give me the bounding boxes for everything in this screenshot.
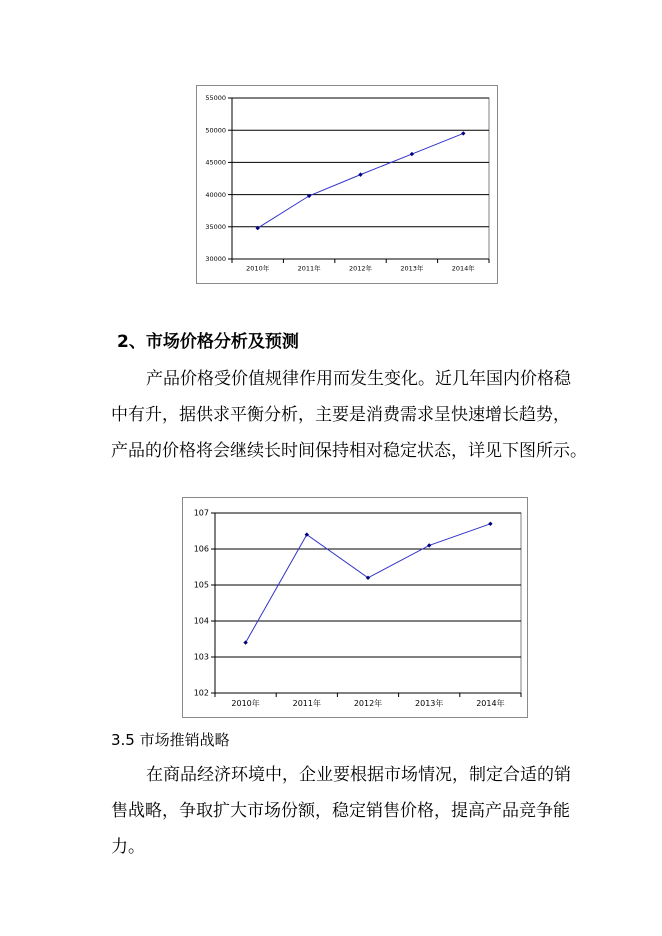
chart-2-series-line: [246, 524, 491, 643]
chart-2-data-point: [243, 640, 247, 644]
chart-2-frame: [182, 497, 528, 718]
chart-1-y-tick-label: 50000: [205, 126, 226, 135]
chart-1-x-tick-label: 2012年: [348, 264, 373, 273]
chart-2-y-tick-label: 107: [193, 508, 209, 518]
chart-1-x-tick-label: 2013年: [400, 264, 424, 273]
chart-2-x-tick-label: 2012年: [353, 699, 383, 708]
chart-2-x-tick-label: 2013年: [415, 699, 444, 708]
chart-1-data-point: [410, 152, 414, 156]
section-2-line-3: 产品的价格将会继续长时间保持相对稳定状态，详见下图所示。: [111, 441, 587, 461]
chart-2-y-tick-label: 103: [193, 652, 209, 662]
section-3-5-line-2: 售战略，争取扩大市场份额，稳定销售价格，提高产品竞争能: [111, 801, 570, 821]
chart-1-x-tick-label: 2014年: [451, 264, 475, 273]
chart-1-x-tick-label: 2010年: [246, 264, 270, 273]
chart-2-y-tick-label: 102: [193, 688, 209, 698]
section-2-heading: 2、市场价格分析及预测: [117, 332, 299, 352]
chart-1-x-tick-label: 2011年: [297, 264, 321, 273]
chart-2-data-point: [488, 522, 492, 526]
section-3-5-heading: 3.5 市场推销战略: [111, 731, 230, 749]
chart-2-x-tick-label: 2014年: [476, 699, 505, 708]
chart-1-series-line: [258, 133, 464, 228]
chart-2-y-tick-label: 106: [193, 544, 209, 554]
chart-2-plot-area: [215, 513, 521, 693]
chart-1-frame: [196, 85, 498, 284]
chart-1-y-tick-label: 55000: [205, 94, 226, 103]
chart-2: [183, 498, 527, 717]
section-3-5-line-3: 力。: [111, 837, 145, 857]
chart-1-y-tick-label: 40000: [205, 190, 226, 199]
section-3-5-line-1: 在商品经济环境中，企业要根据市场情况，制定合适的销: [146, 765, 571, 785]
chart-2-y-tick-label: 104: [193, 616, 209, 626]
chart-2-y-tick-label: 105: [193, 580, 209, 590]
chart-2-x-tick-label: 2010年: [231, 699, 260, 708]
chart-1: [197, 86, 497, 283]
chart-1-data-point: [358, 172, 362, 176]
chart-2-data-point: [427, 543, 431, 547]
chart-2-x-tick-label: 2011年: [292, 699, 321, 708]
chart-1-plot-area: [232, 98, 489, 259]
chart-1-y-tick-label: 30000: [205, 255, 226, 264]
chart-1-y-tick-label: 45000: [205, 158, 226, 167]
section-2-line-1: 产品价格受价值规律作用而发生变化。近几年国内价格稳: [146, 369, 571, 389]
chart-1-y-tick-label: 35000: [205, 222, 226, 231]
section-2-line-2: 中有升，据供求平衡分析，主要是消费需求呈快速增长趋势，: [111, 405, 570, 425]
chart-1-data-point: [461, 131, 465, 135]
